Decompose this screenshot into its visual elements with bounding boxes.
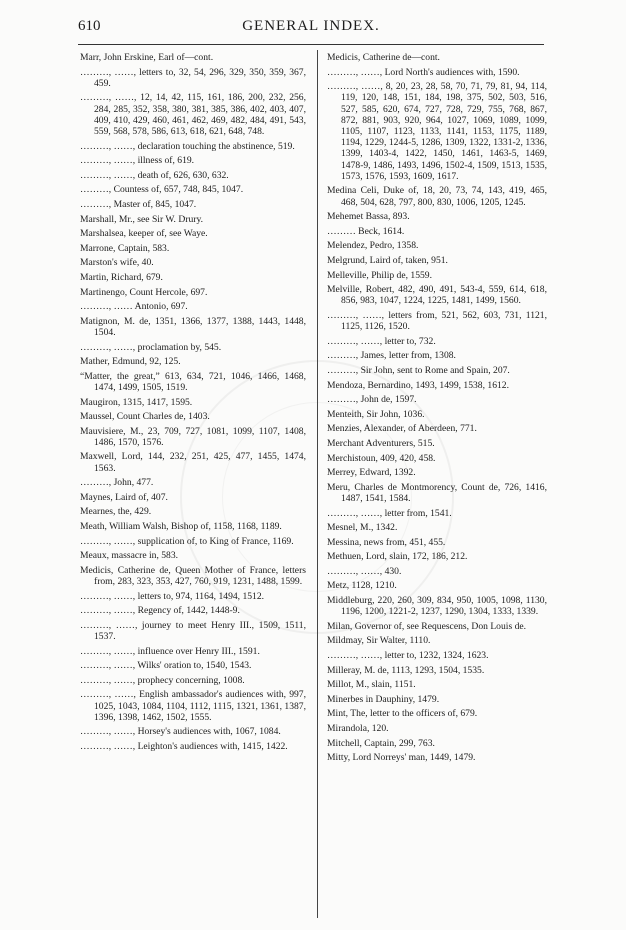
index-entry: ………, ……, letters from, 521, 562, 603, 731, 1121, 1125, 1126, 1520. [327,309,547,333]
index-entry: “Matter, the great,” 613, 634, 721, 1046, 1466, 1468, 1474, 1499, 1505, 1519. [80,370,306,393]
index-entry: Merrey, Edward, 1392. [327,467,416,479]
index-entry: Marr, John Erskine, Earl of—cont. [80,52,214,63]
index-entry: ………, ……, letters to, 32, 54, 296, 329, 350, 359, 367, 459. [80,66,306,89]
index-entry: ………, John de, 1597. [327,394,417,406]
index-entry: ………, ……, Leighton's audiences with, 1415, 1422. [80,741,288,752]
index-column-left [80,52,306,756]
index-entry: ………, ……, 430. [327,565,402,577]
index-entry: Mehemet Bassa, 893. [327,211,410,223]
index-entry: ………, ……, letter from, 1541. [327,507,452,519]
index-entry: Melgrund, Laird of, taken, 951. [327,254,448,266]
index-entry: Messina, news from, 451, 455. [327,536,446,548]
index-entry: Maussel, Count Charles de, 1403. [80,411,210,423]
index-entry: Metz, 1128, 1210. [327,580,397,592]
index-entry: ………, ……, letter to, 732. [327,335,436,347]
index-entry: Merchant Adventurers, 515. [327,437,435,449]
index-entry: Meaux, massacre in, 583. [80,550,179,562]
index-entry: Mitchell, Captain, 299, 763. [327,737,435,749]
index-entry: Medicis, Catherine de, Queen Mother of France, letters from, 283, 323, 353, 427, 760, 919, 1231, 1488, 1599. [80,564,306,588]
index-entry: Mendoza, Bernardino, 1493, 1499, 1538, 1612. [327,379,509,391]
index-entry: Marston's wife, 40. [80,257,154,269]
index-entry: ………, ……, influence over Henry III., 1591. [80,645,260,657]
index-entry: Medicis, Catherine de—cont. [327,52,440,63]
index-entry: ………, ……, proclamation by, 545. [80,341,222,353]
index-entry: ………, Countess of, 657, 748, 845, 1047. [80,184,244,196]
index-entry: ………, John, 477. [80,477,154,489]
index-entry: Middleburg, 220, 260, 309, 834, 950, 1005, 1098, 1130, 1196, 1200, 1221-2, 1237, 1290, 1304, 1333, 1339. [327,595,547,618]
index-entry: Mildmay, Sir Walter, 1110. [327,635,431,647]
index-entry: ………, Sir John, sent to Rome and Spain, 207. [327,364,510,376]
index-entry: ………, James, letter from, 1308. [327,350,456,362]
header-rule [78,44,544,45]
index-entry: Matignon, M. de, 1351, 1366, 1377, 1388, 1443, 1448, 1504. [80,315,306,338]
index-entry: Marshall, Mr., see Sir W. Drury. [80,213,204,225]
index-entry: Marrone, Captain, 583. [80,242,170,254]
index-entry: ………, ……, journey to meet Henry III., 1509, 1511, 1537. [80,619,306,643]
index-entry: ………, ……, declaration touching the abstinence, 519. [80,140,295,152]
index-entry: ………, ……, 12, 14, 42, 115, 161, 186, 200, 232, 256, 284, 285, 352, 358, 380, 381, 385, 386, 402, 403, 407, 409, 410, 429, 460, 461, 462, 469, 482, 484, 491, 543, 559, 568, 578, 586, 613, 618, 621, 648, 748. [80,92,306,137]
index-entry: Methuen, Lord, slain, 172, 186, 212. [327,551,468,563]
index-entry: ………, ……, supplication of, to King of France, 1169. [80,535,294,547]
index-entry: Mesnel, M., 1342. [327,522,398,534]
index-entry: Mitty, Lord Norreys' man, 1449, 1479. [327,752,476,764]
index-entry: ………, ……, 8, 20, 23, 28, 58, 70, 71, 79, 81, 94, 114, 119, 120, 148, 151, 184, 198, 375, 502, 503, 516, 527, 585, 620, 674, 727, 728, 729, 755, 768, 867, 872, 881, 903, 920, 964, 1027, 1069, 1089, 1099, 1105, 1107, 1123, 1133, 1141, 1153, 1175, 1189, 1194, 1229, 1244-5, 1286, 1309, 1322, 1331-2, 1336, 1399, 1403-4, 1422, 1450, 1461, 1463-5, 1469, 1478-9, 1486, 1493, 1496, 1502-4, 1509, 1513, 1535, 1573, 1576, 1593, 1609, 1617. [327,81,547,182]
index-entry: ………, ……, Wilks' oration to, 1540, 1543. [80,660,252,672]
index-entry: Mint, The, letter to the officers of, 679. [327,708,478,720]
index-entry: Melendez, Pedro, 1358. [327,240,419,252]
index-entry: ………, ……, letter to, 1232, 1324, 1623. [327,650,489,662]
index-column-right [327,52,547,767]
index-entry: ………, ……, Regency of, 1442, 1448-9. [80,605,240,617]
index-entry: ………, ……, English ambassador's audiences with, 997, 1025, 1043, 1084, 1104, 1112, 1115, 1321, 1361, 1387, 1396, 1398, 1462, 1502, 1555. [80,689,306,723]
index-entry: Meru, Charles de Montmorency, Count de, 726, 1416, 1487, 1541, 1584. [327,481,547,504]
index-entry: Merchistoun, 409, 420, 458. [327,452,436,464]
index-entry: Menzies, Alexander, of Aberdeen, 771. [327,423,477,435]
index-entry: Marshalsea, keeper of, see Waye. [80,228,208,240]
index-entry: Mather, Edmund, 92, 125. [80,356,181,368]
index-entry: Maynes, Laird of, 407. [80,491,168,503]
index-entry: Mirandola, 120. [327,723,389,735]
index-entry: ………, Master of, 845, 1047. [80,198,197,210]
index-entry: Minerbes in Dauphiny, 1479. [327,693,440,705]
index-entry: Maugiron, 1315, 1417, 1595. [80,396,193,408]
index-entry: Menteith, Sir John, 1036. [327,408,425,420]
page-number: 610 [78,18,101,34]
index-entry: Milan, Governor of, see Requescens, Don Louis de. [327,620,527,632]
index-entry: Medina Celi, Duke of, 18, 20, 73, 74, 143, 419, 465, 468, 504, 628, 797, 800, 830, 1006, 1205, 1245. [327,185,547,208]
index-entry: ………, …… Antonio, 697. [80,301,188,313]
index-entry: Melleville, Philip de, 1559. [327,269,432,281]
index-entry: ………, ……, prophecy concerning, 1008. [80,674,245,686]
index-entry: ………, ……, Horsey's audiences with, 1067, 1084. [80,726,281,738]
index-entry: ……… Beck, 1614. [327,225,405,237]
index-entry: Melville, Robert, 482, 490, 491, 543-4, 559, 614, 618, 856, 983, 1047, 1224, 1225, 1481, 1499, 1560. [327,284,547,307]
column-divider [317,50,318,918]
index-entry: Maxwell, Lord, 144, 232, 251, 425, 477, 1455, 1474, 1563. [80,451,306,474]
index-entry: Meath, William Walsh, Bishop of, 1158, 1168, 1189. [80,521,282,533]
index-entry: ………, ……, death of, 626, 630, 632. [80,169,229,181]
index-entry: ………, ……, letters to, 974, 1164, 1494, 1512. [80,590,265,602]
index-entry: Mauvisiere, M., 23, 709, 727, 1081, 1099, 1107, 1408, 1486, 1570, 1576. [80,425,306,448]
running-title: GENERAL INDEX. [242,18,380,34]
index-entry: Milleray, M. de, 1113, 1293, 1504, 1535. [327,664,485,676]
index-entry: Mearnes, the, 429. [80,506,152,518]
page-header [78,18,544,44]
index-entry: ………, ……, illness of, 619. [80,155,195,167]
index-entry: Martin, Richard, 679. [80,271,163,283]
index-entry: Millot, M., slain, 1151. [327,679,416,691]
index-entry: Martinengo, Count Hercole, 697. [80,286,208,298]
index-entry: ………, ……, Lord North's audiences with, 1590. [327,66,520,78]
